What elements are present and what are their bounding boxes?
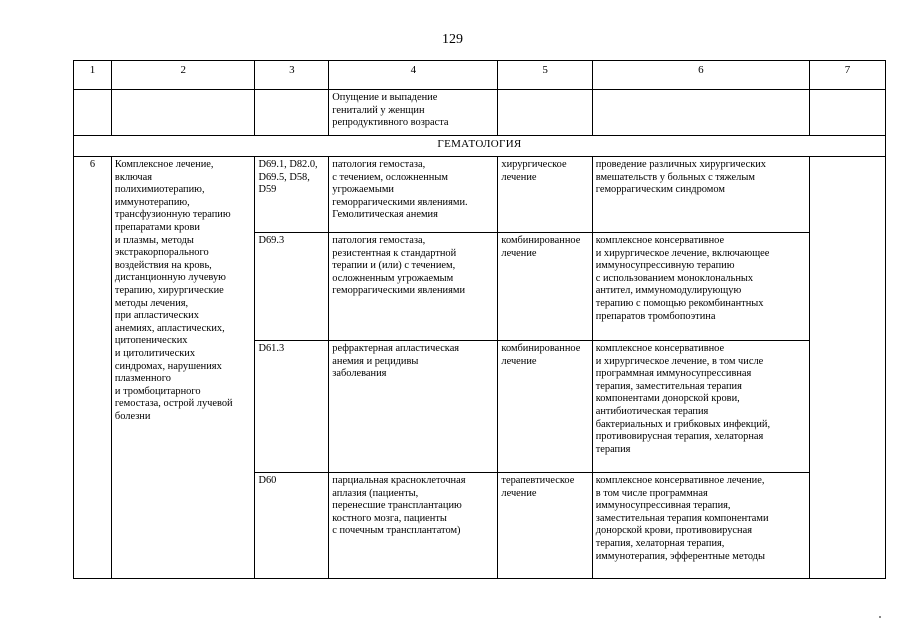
section-title: ГЕМАТОЛОГИЯ [74, 136, 886, 157]
column-number-row [74, 61, 886, 90]
disease-cell: парциальная красноклеточная аплазия (пациенты, перенесшие трансплантацию костного мозга, пациенты с почечным трансплантатом) [329, 473, 498, 579]
line: Опущение и выпадение [332, 92, 438, 103]
group-number: 6 [74, 157, 112, 579]
line: гениталий у женщин [332, 104, 425, 116]
section-row [74, 136, 886, 157]
medical-care-table [73, 60, 886, 579]
column-header: 6 [592, 61, 809, 90]
disease-cell [329, 90, 498, 136]
empty-cell [810, 157, 886, 579]
continuation-row [74, 90, 886, 136]
code-cell: D61.3 [255, 341, 329, 473]
table-row [74, 157, 886, 233]
line: репродуктивного возраста [332, 117, 449, 129]
treatment-type-cell: комбинированное лечение [498, 233, 592, 341]
disease-cell: патология гемостаза, с течением, осложненным угрожаемыми геморрагическими явлениями. Гемолитическая анемия [329, 157, 498, 233]
disease-cell: патология гемостаза, резистентная к стандартной терапии и (или) с течением, осложненным угрожаемым геморрагическими явлениями [329, 233, 498, 341]
scan-speck [879, 616, 881, 618]
code-cell: D69.1, D82.0, D69.5, D58, D59 [255, 157, 329, 233]
method-cell: проведение различных хирургических вмешательств у больных с тяжелым геморрагическим синдромом [592, 157, 809, 233]
treatment-type-cell: хирургическое лечение [498, 157, 592, 233]
disease-cell: рефрактерная апластическая анемия и рецидивы заболевания [329, 341, 498, 473]
method-cell: комплексное консервативное лечение, в том числе программная иммуносупрессивная терапия, заместительная терапия компонентами донорской крови, противовирусная терапия, хелаторная терапия, иммунотерапия, эфферентные методы [592, 473, 809, 579]
code-cell: D69.3 [255, 233, 329, 341]
column-header: 4 [329, 61, 498, 90]
column-header: 2 [111, 61, 255, 90]
column-header: 1 [74, 61, 112, 90]
page-number: 129 [442, 32, 463, 47]
column-header: 7 [810, 61, 886, 90]
treatment-type-cell: терапевтическое лечение [498, 473, 592, 579]
treatment-type-cell: комбинированное лечение [498, 341, 592, 473]
method-cell: комплексное консервативное и хирургическое лечение, в том числе программная иммуносупрессивная терапия, заместительная терапия компонентами донорской крови, антибиотическая терапия бактериальных и грибковых инфекций, противовирусная терапия, хелаторная терапия [592, 341, 809, 473]
column-header: 3 [255, 61, 329, 90]
group-name-cell: Комплексное лечение, включая полихимиотерапию, иммунотерапию, трансфузионную терапию препаратами крови и плазмы, методы экстракорпорального воздействия на кровь, дистанционную лучевую терапию, хирургические методы лечения, при апластических анемиях, апластических, цитопенических и цитолитических синдромах, нарушениях плазменного и тромбоцитарного гемостаза, острой лучевой болезни [111, 157, 255, 579]
method-cell: комплексное консервативное и хирургическое лечение, включающее иммуносупрессивную терапию с использованием моноклональных антител, иммуномодулирующую терапию с помощью рекомбинантных препаратов тромбопоэтина [592, 233, 809, 341]
code-cell: D60 [255, 473, 329, 579]
column-header: 5 [498, 61, 592, 90]
